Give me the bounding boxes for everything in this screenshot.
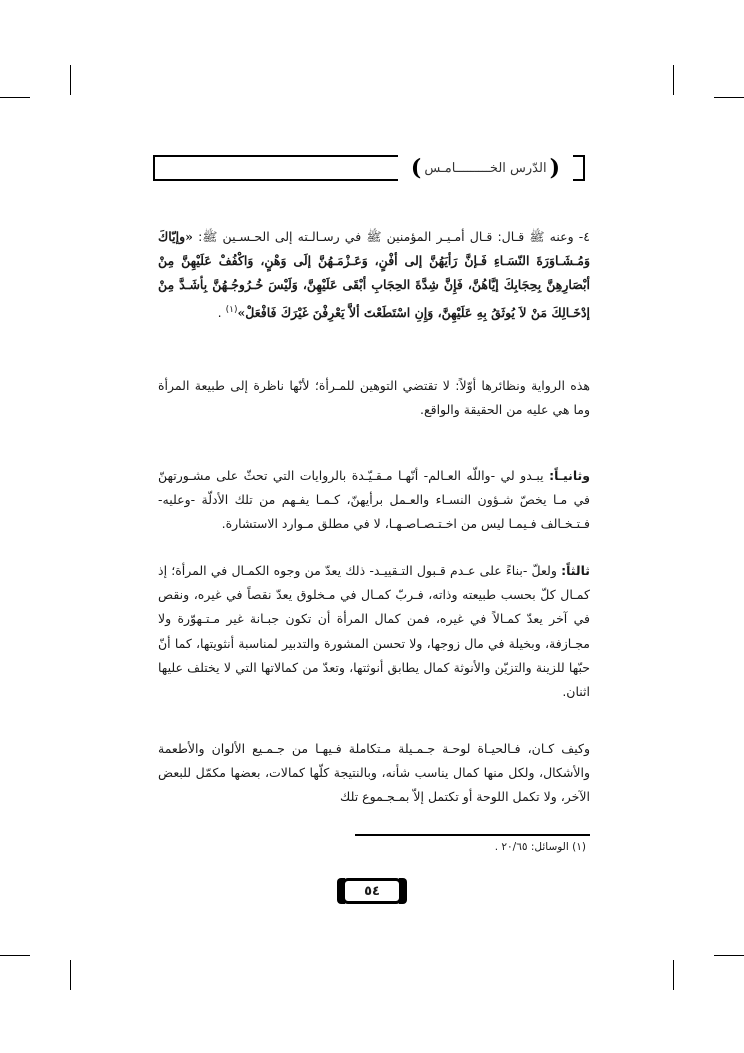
- lesson-title: الدّرس الخـــــــــامـس: [424, 160, 547, 176]
- crop-mark: [0, 955, 30, 956]
- hadith-end: .: [217, 304, 222, 320]
- body-paragraph-3: [158, 559, 590, 704]
- body-paragraph-2: [158, 464, 590, 537]
- page-number: [342, 878, 402, 904]
- footnote: (١) الوسائل: ٢٠/٦٥ .: [494, 841, 586, 853]
- hadith-paragraph: [158, 225, 590, 325]
- header-label: [398, 155, 573, 181]
- crop-mark: [714, 97, 744, 98]
- crop-mark: [673, 65, 674, 95]
- body-paragraph-4: [158, 737, 590, 810]
- running-header: [153, 155, 585, 181]
- hadith-intro: ٤- وعنه ﷺ قـال: قـال أمـيـر المؤمنين ﷺ في رسـالـته إلى الحـسـين ﷺ:: [192, 229, 590, 244]
- paragraph-lead: وثانيـاً:: [549, 468, 590, 483]
- paragraph-text: وكيف كـان، فـالحيـاة لوحـة جـمـيلة مـتكاملة فـيهـا من جـمـيع الألوان والأطعمة والأشكال، ولكل منها كمال يناسب شأنه، وبالنتيجة كلّها كمالات، بعضها مكمّل للبعض الآخر، ولا تكمل اللوحة أو تكتمل إلاّ بمـجـموع تلك: [158, 741, 590, 805]
- paragraph-lead: ثالثاً:: [561, 563, 590, 578]
- crop-mark: [70, 65, 71, 95]
- page-number-text: ٥٤: [364, 883, 380, 899]
- crop-mark: [673, 960, 674, 990]
- bracket-icon: ): [410, 155, 422, 181]
- crop-mark: [70, 960, 71, 990]
- paragraph-text: هذه الرواية ونظائرها أوّلاً: لا تقتضي التوهين للمـرأة؛ لأنّها ناظرة إلى طبيعة المرأة وما هي عليه من الحقيقة والواقع.: [158, 378, 590, 418]
- footnote-ref: (١): [225, 304, 238, 315]
- paragraph-text: ولعلّ -بناءً على عـدم قـبول التـقييـد- ذلك يعدّ من وجوه الكمـال في المرأة؛ إذ كمـال كلّ بحسب طبيعته وذاته، فـربّ كمـال في مـخلوق يعدّ نقصاً في غيره، ونقص في آخر يعدّ كمـالاً في غيره، فمن كمال المرأة أن تكون جبـانة غير مـتـهوّرة ولا مجـازفة، وبخيلة في مال زوجها، ولا تحسن المشورة والتدبير لمناسبة أنثويتها، كما أنّ حبّها للزينة والتزيّن والأنوثة كمال يطابق أنوثتها، وتعدّ من كمالاتها التي لا يختلف عليها اثنان.: [158, 563, 590, 700]
- crop-mark: [714, 955, 744, 956]
- hadith-quote: «وإيّاكَ وَمُـشَـاوَرَةَ النّسَـاءِ فَـإنَّ رَأيَهُنَّ إلى أفْنٍ، وَعَـزْمَـهُنَّ إلَى وَهْنٍ، وَاكْفُفْ عَلَيْهِنَّ مِنْ أبْصَارِهِنَّ بِحِجَابِكَ إيَّاهُنَّ، فَإِنَّ شِدَّةَ الحِجَابِ أبْقَى عَلَيْهِنَّ، وَلَيْسَ خُـرُوجُـهُنَّ بِأشَـدَّ مِنْ إدْخَـالِكَ مَنْ لاَ يُوثَقُ بِهِ عَلَيْهِنَّ، وَإِنِ اسْتَطَعْتَ ألاَّ يَعْرِفْنَ غَيْرَكَ فَافْعَلْ»: [158, 229, 590, 320]
- crop-mark: [0, 97, 30, 98]
- bracket-icon: (: [549, 155, 560, 181]
- paragraph-text: يبـدو لي -واللّه العـالم- أنّهـا مـقـيّـدة بالروايات التي تحثّ على مشـورتهنّ في مـا يخصّ شـؤون النسـاء والعـمل برأيهنّ، كـمـا يفـهم من تلك الأدلّة -وعليه- فـتـخـالف فـيمـا ليس من اخـتـصـاصـهـا، لا في مطلق مـوارد الاستشارة.: [158, 468, 590, 532]
- body-paragraph-1: [158, 374, 590, 422]
- footnote-divider: [355, 834, 590, 836]
